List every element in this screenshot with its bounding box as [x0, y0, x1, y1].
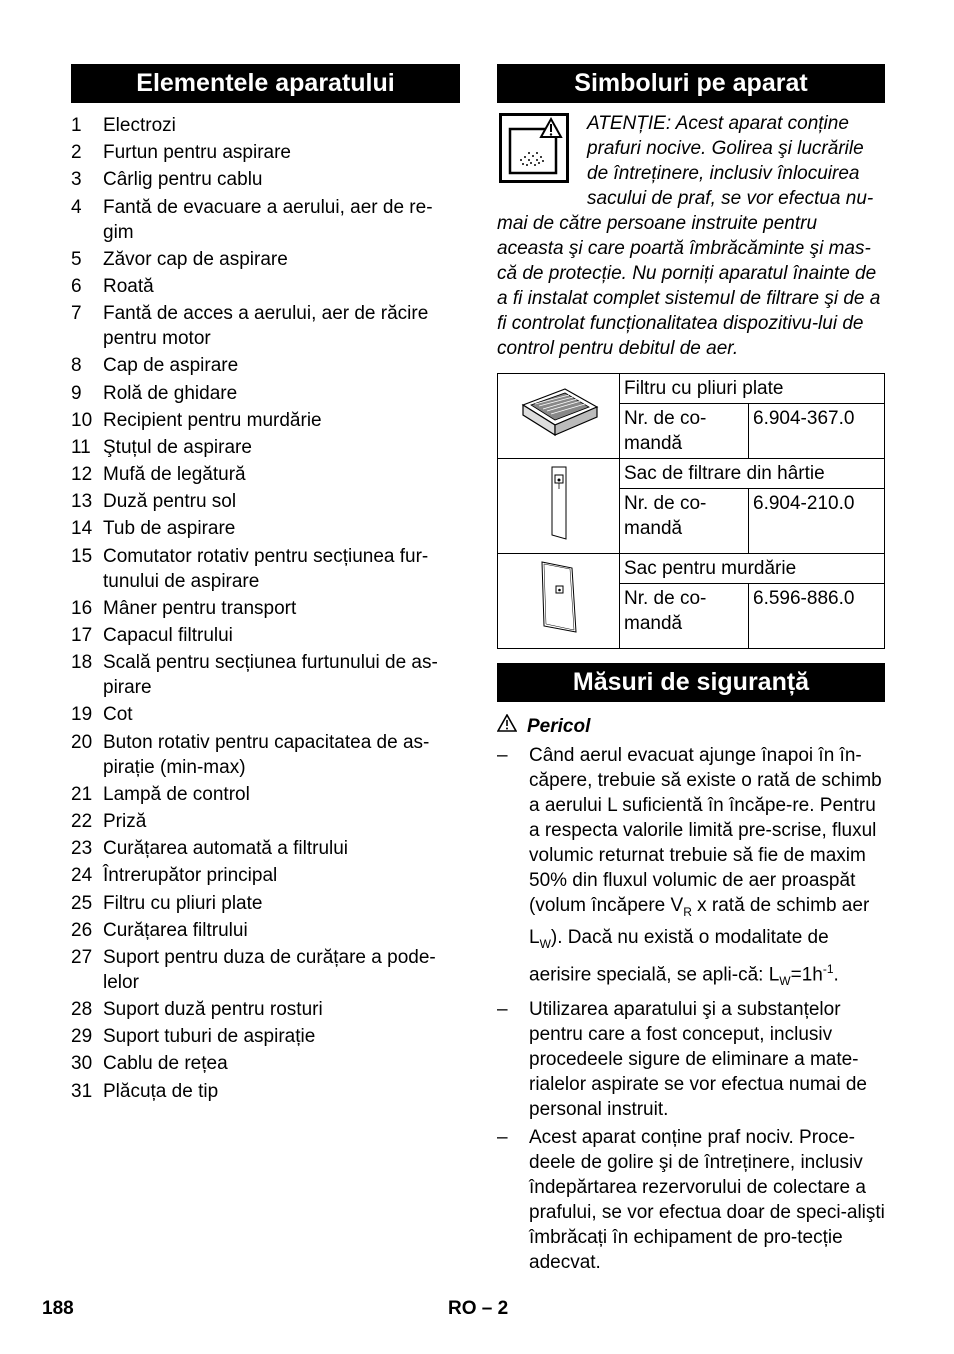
list-item [71, 195, 460, 245]
list-item-number: 6 [71, 275, 82, 297]
order-number-label: Nr. de co-mandă [620, 489, 749, 554]
list-item-number: 16 [71, 597, 93, 619]
list-item-text: Furtun pentru aspirare [103, 142, 291, 164]
list-item [71, 301, 460, 351]
list-item [71, 462, 460, 487]
list-item-number: 2 [71, 142, 82, 164]
flat-pleated-filter-icon [517, 385, 601, 441]
list-item [71, 1051, 460, 1076]
list-item-text: Suport duză pentru rosturi [103, 999, 323, 1021]
list-item-text: Plăcuța de tip [103, 1080, 219, 1102]
list-item [71, 247, 460, 272]
accessory-image-cell [498, 374, 620, 459]
accessory-name: Sac pentru murdărie [620, 554, 885, 584]
list-item-number: 5 [71, 248, 82, 270]
order-number-value: 6.904-367.0 [749, 404, 885, 459]
danger-title-label: Pericol [527, 716, 591, 737]
list-item [71, 489, 460, 514]
list-item [71, 596, 460, 621]
order-number-value: 6.596-886.0 [749, 584, 885, 649]
list-item-number: 22 [71, 810, 93, 832]
list-item [71, 167, 460, 192]
list-item-text: Comutator rotativ pentru secțiunea fur-tunului de aspirare [103, 545, 429, 592]
list-item-text: Rolă de ghidare [103, 382, 238, 404]
list-item-number: 27 [71, 946, 93, 968]
list-item-text: Fantă de acces a aerului, aer de răcire pentru motor [103, 303, 429, 350]
list-item [71, 516, 460, 541]
section-heading-safety: Măsuri de siguranță [497, 663, 885, 702]
list-item-number: 4 [71, 196, 82, 218]
list-item-number: 23 [71, 838, 93, 860]
danger-title [497, 714, 885, 739]
list-item-text: Filtru cu pliuri plate [103, 892, 263, 914]
list-item-text: Cârlig pentru cablu [103, 169, 263, 191]
list-item-text: Întrerupător principal [103, 865, 278, 887]
list-item [71, 836, 460, 861]
list-item [71, 544, 460, 594]
list-item-text: Recipient pentru murdărie [103, 409, 322, 431]
list-item [71, 1079, 460, 1104]
list-item [71, 650, 460, 700]
warning-text: ATENȚIE: Acest aparat conține prafuri nocive. Golirea şi lucrările de întreținere, inclusiv înlocuirea sacului de praf, se vor efectua nu-mai de către persoane instruite pentru aceasta şi care poartă îmbrăcăminte şi mas-că de protecție. Nu porniți aparatul înainte de a fi instalat complet sistemul de filtrare şi de a fi controlat funcționalitatea dispozitivu-lui de control pentru debitul de aer. [497, 113, 881, 359]
list-item [71, 353, 460, 378]
safety-list [497, 743, 885, 1275]
list-item-number: 31 [71, 1080, 93, 1102]
list-item-number: 28 [71, 999, 93, 1021]
list-item [71, 863, 460, 888]
list-item-text: Ştuțul de aspirare [103, 436, 252, 458]
warning-block [497, 111, 885, 361]
accessory-name: Filtru cu pliuri plate [620, 374, 885, 404]
page-number: 188 [42, 1298, 74, 1319]
list-item-number: 3 [71, 169, 82, 191]
list-item-number: 24 [71, 865, 93, 887]
list-item [71, 809, 460, 834]
list-item [71, 997, 460, 1022]
list-item-number: 15 [71, 545, 93, 567]
warning-triangle-icon [497, 714, 517, 739]
list-item-text: Mufă de legătură [103, 464, 246, 486]
list-item [71, 918, 460, 943]
list-item-text: Suport pentru duza de curățare a pode-lelor [103, 946, 436, 993]
list-item-number: 20 [71, 731, 93, 753]
list-item-text: Suport tuburi de aspirație [103, 1026, 316, 1048]
harmful-dust-warning-icon [499, 113, 569, 183]
list-item-text: Roată [103, 275, 154, 297]
list-item-number: 29 [71, 1026, 93, 1048]
list-item-number: 19 [71, 704, 93, 726]
list-item-text: Priză [103, 810, 147, 832]
list-item [71, 730, 460, 780]
list-item-number: 21 [71, 783, 93, 805]
list-item [71, 623, 460, 648]
safety-item-text: Acest aparat conține praf nociv. Proce-deele de golire şi de întreținere, inclusiv îndepărtarea rezervorului de colectare a prafului, se vor efectua doar de speci-alişti îmbrăcați în echipament de pro-tecție adecvat. [529, 1126, 885, 1273]
list-item-text: Duză pentru sol [103, 491, 237, 513]
list-item-number: 13 [71, 491, 93, 513]
list-item [71, 408, 460, 433]
list-item [71, 274, 460, 299]
list-item [71, 381, 460, 406]
safety-item-text: Când aerul evacuat ajunge înapoi în în-căpere, trebuie să existe o rată de schimb a aerului L suficientă în încăpe-re. Pentru a respecta valorile limită pre-scrise, fluxul volumic returnat trebuie să fie de maxim 50% din fluxul volumic de aer proaspăt (volum încăpere $V_R$ x rată de schimb aer $L_W$). Dacă nu există o modalitate de aerisire specială, se apli-că: $L_W=1h^{-1}$. [529, 745, 882, 988]
list-item [71, 891, 460, 916]
paper-filter-bag-icon [544, 463, 574, 543]
accessory-name: Sac de filtrare din hârtie [620, 459, 885, 489]
list-item-number: 25 [71, 892, 93, 914]
list-item-text: Curățarea automată a filtrului [103, 838, 349, 860]
order-number-value: 6.904-210.0 [749, 489, 885, 554]
list-item [71, 140, 460, 165]
list-item-text: Scală pentru secțiunea furtunului de as-pirare [103, 652, 438, 699]
order-number-label: Nr. de co-mandă [620, 584, 749, 649]
list-item-number: 30 [71, 1053, 93, 1075]
accessories-table [497, 373, 885, 649]
list-item-number: 14 [71, 518, 93, 540]
left-column [71, 64, 460, 1106]
list-item-text: Capacul filtrului [103, 625, 233, 646]
safety-item [497, 743, 885, 994]
list-item-number: 17 [71, 625, 93, 646]
list-item-number: 9 [71, 382, 82, 404]
order-number-label: Nr. de co-mandă [620, 404, 749, 459]
list-item-number: 26 [71, 919, 93, 941]
safety-item-text: Utilizarea aparatului şi a substanțelor pentru care a fost conceput, inclusiv procedeele sigure de eliminare a mate-rialelor aspirate se vor efectua numai de personal instruit. [529, 998, 867, 1120]
dash-marker: – [497, 998, 508, 1020]
right-column [497, 64, 885, 1278]
safety-item [497, 997, 885, 1122]
list-item-number: 18 [71, 652, 93, 674]
device-elements-list [71, 113, 460, 1104]
list-item [71, 782, 460, 807]
list-item-text: Buton rotativ pentru capacitatea de as-pirație (min-max) [103, 731, 430, 778]
section-heading-symbols: Simboluri pe aparat [497, 64, 885, 103]
list-item-text: Cap de aspirare [103, 355, 239, 377]
list-item-text: Curățarea filtrului [103, 919, 248, 941]
page-section-label: RO – 2 [448, 1298, 509, 1319]
dirt-bag-icon [534, 558, 584, 638]
list-item-text: Electrozi [103, 115, 176, 136]
accessory-image-cell [498, 554, 620, 649]
list-item-number: 11 [71, 436, 91, 458]
dash-marker: – [497, 745, 508, 766]
list-item-text: Fantă de evacuare a aerului, aer de re-gim [103, 196, 433, 243]
list-item-number: 7 [71, 303, 82, 325]
list-item-text: Cot [103, 704, 133, 726]
list-item [71, 945, 460, 995]
list-item-text: Cablu de rețea [103, 1053, 228, 1075]
list-item-number: 10 [71, 409, 93, 431]
list-item-text: Lampă de control [103, 783, 250, 805]
list-item-number: 8 [71, 355, 82, 377]
list-item-number: 1 [71, 115, 82, 136]
list-item-text: Zăvor cap de aspirare [103, 248, 288, 270]
dash-marker: – [497, 1126, 508, 1148]
safety-item [497, 1125, 885, 1275]
list-item [71, 1024, 460, 1049]
list-item [71, 435, 460, 460]
section-heading-device-elements: Elementele aparatului [71, 64, 460, 103]
list-item [71, 702, 460, 727]
list-item-text: Tub de aspirare [103, 518, 236, 540]
list-item-number: 12 [71, 464, 93, 486]
list-item-text: Mâner pentru transport [103, 597, 297, 619]
accessory-image-cell [498, 459, 620, 554]
list-item [71, 113, 460, 138]
